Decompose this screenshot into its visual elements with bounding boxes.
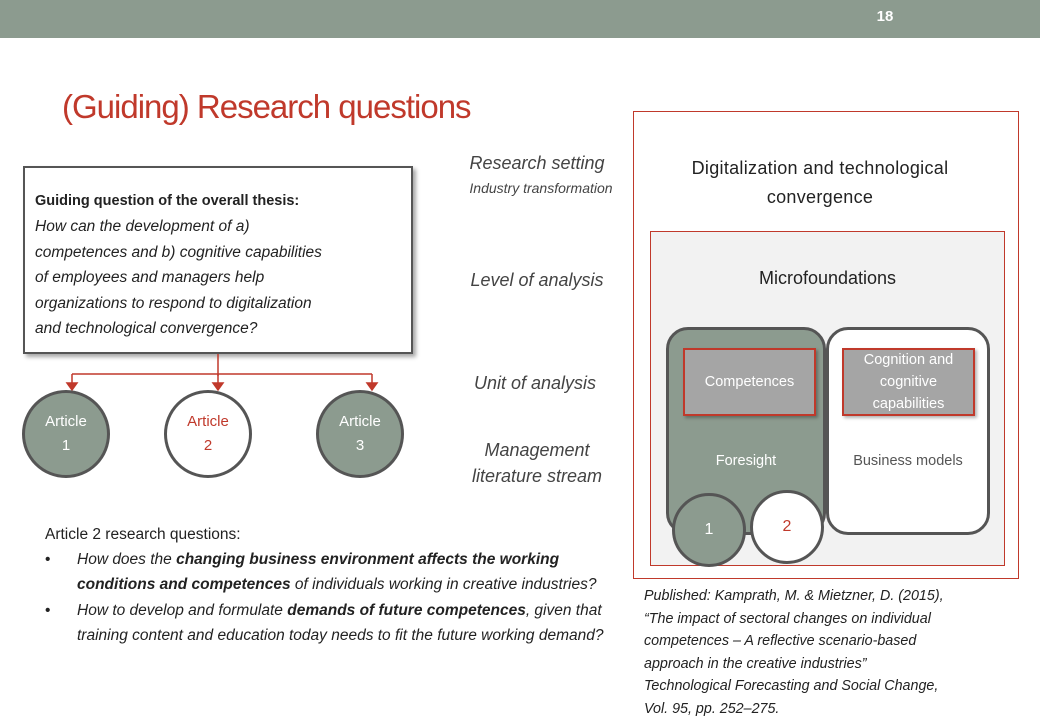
guiding-question-line: How can the development of a) xyxy=(35,218,250,235)
question-item xyxy=(45,548,615,597)
digitalization-line-2: convergence xyxy=(766,187,874,207)
article-number: 3 xyxy=(355,437,365,454)
page-number: 18 xyxy=(876,8,894,25)
guiding-question-line: organizations to respond to digitalization xyxy=(35,294,312,312)
guiding-question-line: competences and b) cognitive capabilities xyxy=(35,243,322,261)
question-list xyxy=(45,548,615,648)
cognition-box xyxy=(842,348,975,416)
guiding-question-line: of employees and managers help xyxy=(35,269,265,286)
arrowhead-center xyxy=(213,383,223,390)
cognition-line: Cognition and xyxy=(863,352,954,368)
management-line-1: Management xyxy=(484,440,590,460)
reference-line: “The impact of sectoral changes on individual xyxy=(644,610,931,627)
foresight-label: Foresight xyxy=(715,453,777,469)
digitalization-label xyxy=(660,154,980,212)
question-text: How to develop and formulate xyxy=(77,602,288,619)
article-label: Article xyxy=(45,413,87,430)
reference-line: Published: Kamprath, M. & Mietzner, D. (2015), xyxy=(644,588,944,604)
publication-reference xyxy=(644,585,1024,720)
cognition-line: cognitive xyxy=(879,374,938,390)
article-2-circle xyxy=(164,390,252,478)
circle-article-1: 1 xyxy=(672,493,746,567)
slide-title: (Guiding) Research questions xyxy=(62,88,471,125)
bullet: • xyxy=(45,551,51,568)
level-of-analysis-label: Level of analysis xyxy=(470,270,604,290)
article-number: 2 xyxy=(203,437,213,454)
reference-line: Technological Forecasting and Social Change, xyxy=(644,678,939,694)
research-setting-label: Research setting xyxy=(469,153,605,173)
management-stream-label xyxy=(422,437,652,489)
microfoundations-label: Microfoundations xyxy=(758,268,897,288)
competences-box: Competences xyxy=(683,348,816,416)
question-emphasis: changing business environment affects the working conditions and competences xyxy=(77,551,560,593)
article-number: 1 xyxy=(61,437,71,454)
research-setting-sublabel: Industry transformation xyxy=(469,180,613,196)
article-label: Article xyxy=(339,413,381,430)
guiding-question-line: and technological convergence? xyxy=(35,320,258,337)
unit-of-analysis-label: Unit of analysis xyxy=(473,373,597,393)
reference-line: competences – A reflective scenario-based xyxy=(644,633,917,649)
guiding-question-heading: Guiding question of the overall thesis: xyxy=(35,193,300,209)
digitalization-line-1: Digitalization and technological xyxy=(691,158,949,178)
article2-questions xyxy=(45,526,615,650)
reference-line: approach in the creative industries” xyxy=(644,655,867,672)
reference-line: Vol. 95, pp. 252–275. xyxy=(644,700,780,717)
management-line-2: literature stream xyxy=(471,466,603,486)
cognition-line: capabilities xyxy=(872,396,945,412)
question-text: How does the xyxy=(77,551,177,568)
question-text: of individuals working in creative industries? xyxy=(290,575,597,593)
article-label: Article xyxy=(187,413,229,430)
bullet: • xyxy=(45,602,51,619)
arrowhead-left xyxy=(67,383,77,390)
circle-article-2: 2 xyxy=(750,490,824,564)
question-item xyxy=(45,599,615,648)
question-text: , given that training content and education today needs to fit the future working demand? xyxy=(77,602,604,644)
question-emphasis: demands of future competences xyxy=(287,602,526,619)
article2-heading: Article 2 research questions: xyxy=(45,526,241,543)
article-1-circle xyxy=(22,390,110,478)
business-models-label: Business models xyxy=(853,453,963,469)
arrowhead-right xyxy=(367,383,377,390)
article-3-circle xyxy=(316,390,404,478)
